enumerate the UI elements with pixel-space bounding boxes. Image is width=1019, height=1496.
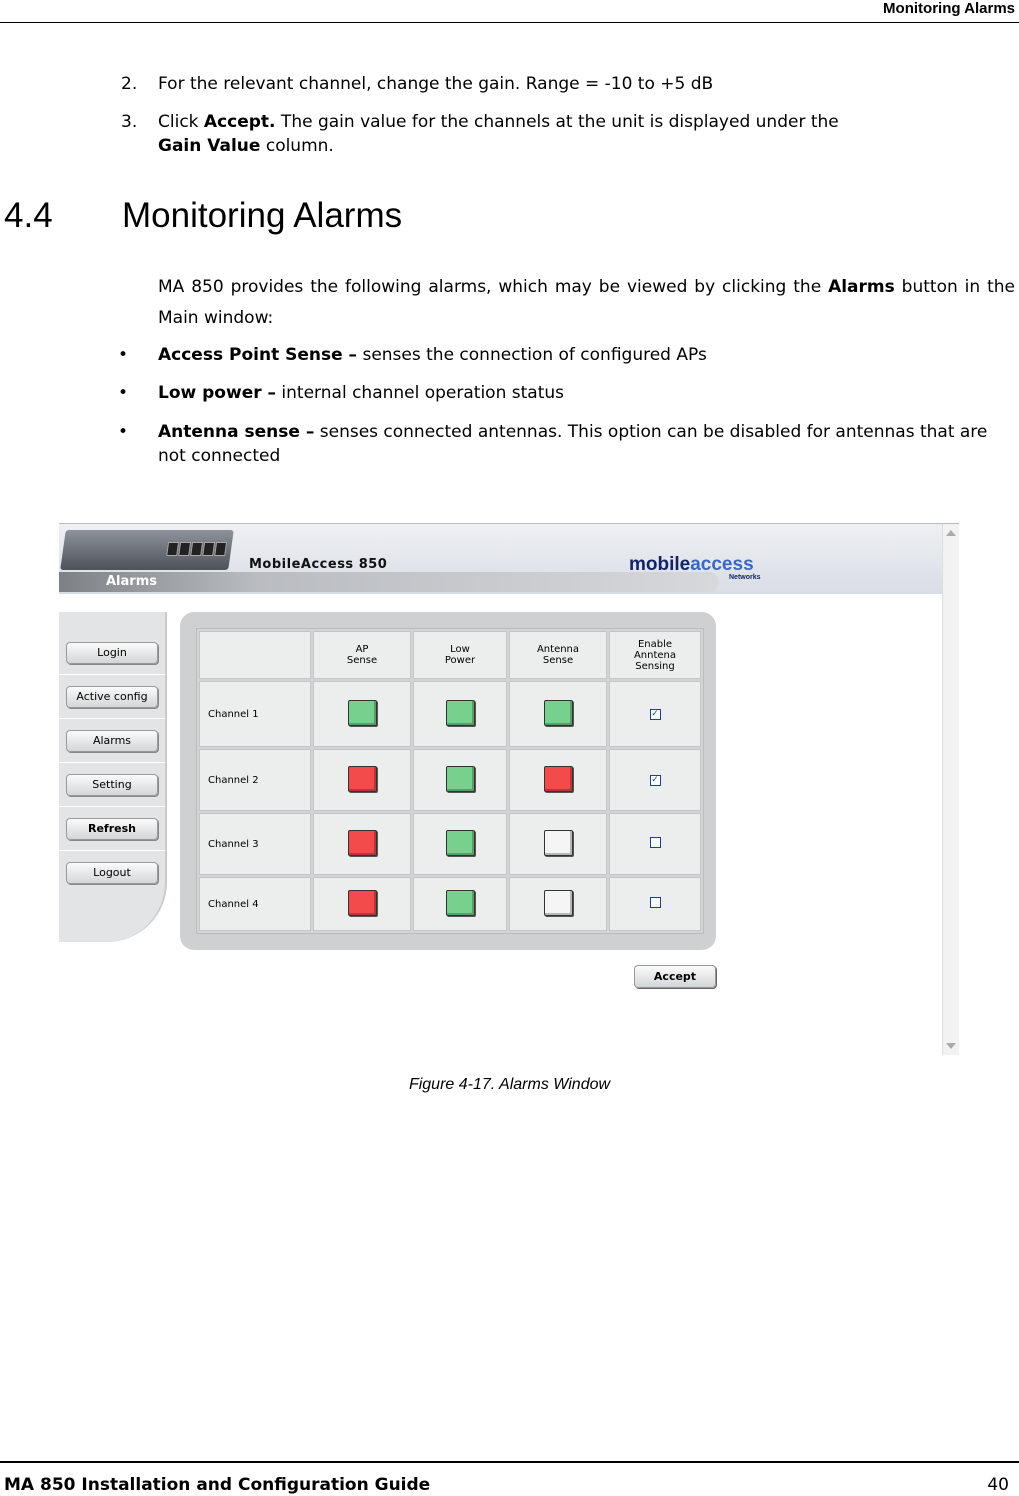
channel-label: Channel 3: [199, 813, 311, 875]
indicator-cell: [509, 681, 607, 747]
ap-status-indicator: [348, 700, 377, 726]
ap-status-indicator: [348, 766, 377, 792]
low-status-indicator: [446, 890, 475, 916]
text-run: MA 850 provides the following alarms, which may be viewed by clicking the: [158, 277, 829, 297]
mobileaccess-logo: [629, 554, 761, 581]
low-status-indicator: [446, 830, 475, 856]
active-config-button[interactable]: Active config: [66, 686, 158, 708]
text-run: The gain value for the channels at the unit is displayed under the: [275, 112, 839, 132]
alarms-button[interactable]: Alarms: [66, 730, 158, 752]
ap-status-indicator: [348, 890, 377, 916]
ant-status-indicator: [544, 830, 573, 856]
column-header-low-power: [413, 631, 507, 679]
checkbox-cell: [609, 813, 701, 875]
intro-paragraph: [158, 272, 1015, 334]
indicator-cell: [413, 877, 507, 931]
product-name: MobileAccess 850: [249, 557, 388, 572]
header-line: Anntena: [633, 649, 677, 661]
column-header-ap-sense: [313, 631, 411, 679]
checkbox-cell: [609, 877, 701, 931]
scroll-up-icon[interactable]: [946, 530, 956, 536]
table-row: [199, 813, 701, 875]
divider: [59, 850, 165, 851]
accept-button[interactable]: Accept: [634, 965, 716, 988]
divider: [59, 674, 165, 675]
channel-label: Channel 4: [199, 877, 311, 931]
footer-title: MA 850 Installation and Configuration Guide: [4, 1475, 431, 1495]
text-run: column.: [260, 136, 334, 156]
divider: [59, 718, 165, 719]
channel-label: Channel 2: [199, 749, 311, 811]
indicator-cell: [313, 749, 411, 811]
table-header-row: [199, 631, 701, 679]
logout-button[interactable]: Logout: [66, 862, 158, 884]
bold-run: Antenna sense –: [158, 422, 315, 442]
header-line: AP: [355, 644, 369, 655]
text-run: internal channel operation status: [276, 383, 565, 403]
step-text: [158, 110, 858, 158]
window-banner: [59, 524, 943, 594]
divider: [59, 806, 165, 807]
page-header: [0, 0, 1019, 23]
vertical-scrollbar[interactable]: [942, 524, 959, 1055]
indicator-cell: [313, 877, 411, 931]
divider: [59, 762, 165, 763]
text-run: senses the connection of configured APs: [357, 345, 707, 365]
sidebar: [59, 612, 167, 942]
logo-text: access: [690, 554, 754, 575]
ap-status-indicator: [348, 830, 377, 856]
table-row: [199, 877, 701, 931]
ant-status-indicator: [544, 766, 573, 792]
bullet-icon: •: [118, 422, 129, 442]
step-text: For the relevant channel, change the gain. Range = -10 to +5 dB: [158, 74, 714, 94]
header-line: Sense: [542, 655, 574, 666]
title-bar: [59, 572, 719, 592]
ant-status-indicator: [544, 890, 573, 916]
table-row: [199, 749, 701, 811]
low-status-indicator: [446, 700, 475, 726]
page-footer: [0, 1461, 1019, 1495]
indicator-cell: [313, 681, 411, 747]
header-line: Sensing: [635, 660, 675, 672]
enable-sensing-checkbox[interactable]: ✓: [651, 775, 659, 785]
step-number: 2.: [121, 74, 138, 94]
checkbox-cell: [609, 681, 701, 747]
text-run: Click: [158, 112, 204, 132]
refresh-button[interactable]: Refresh: [66, 818, 158, 840]
ant-status-indicator: [544, 700, 573, 726]
header-title: Monitoring Alarms: [883, 0, 1015, 17]
table-row: [199, 681, 701, 747]
bullet-icon: •: [118, 383, 129, 403]
bold-run: Access Point Sense –: [158, 345, 358, 365]
bold-run: Accept.: [203, 112, 276, 132]
text-run: senses connected antennas. This option can be disabled for antennas that are not connected: [158, 422, 988, 466]
enable-sensing-checkbox[interactable]: [650, 897, 661, 908]
alarms-panel: [180, 612, 716, 950]
step-number: 3.: [121, 112, 138, 132]
indicator-cell: [313, 813, 411, 875]
page-number: 40: [987, 1475, 1009, 1495]
section-heading: [4, 196, 402, 236]
header-line: Power: [444, 655, 476, 666]
column-header-enable-sensing: [609, 631, 701, 679]
indicator-cell: [413, 681, 507, 747]
device-image: [60, 530, 234, 570]
header-line: Low: [450, 644, 470, 655]
indicator-cell: [509, 877, 607, 931]
column-header-antenna-sense: [509, 631, 607, 679]
indicator-cell: [509, 749, 607, 811]
text-run: button in the Main window:: [158, 277, 1015, 328]
bullet-icon: •: [118, 345, 129, 365]
section-title: Monitoring Alarms: [122, 196, 403, 235]
header-cell: [199, 631, 311, 679]
scroll-down-icon[interactable]: [946, 1043, 956, 1049]
enable-sensing-checkbox[interactable]: [650, 837, 661, 848]
checkbox-cell: [609, 749, 701, 811]
window-title: Alarms: [106, 574, 157, 589]
indicator-cell: [413, 749, 507, 811]
setting-button[interactable]: Setting: [66, 774, 158, 796]
header-line: Enable: [637, 638, 673, 650]
indicator-cell: [509, 813, 607, 875]
enable-sensing-checkbox[interactable]: ✓: [651, 709, 659, 719]
section-number: 4.4: [4, 196, 53, 235]
header-line: Antenna: [536, 644, 580, 655]
bold-run: Gain Value: [158, 136, 261, 156]
bold-run: Low power –: [158, 383, 277, 403]
logo-text: mobile: [629, 554, 691, 575]
alarms-window-screenshot: [59, 523, 959, 1055]
channel-label: Channel 1: [199, 681, 311, 747]
bold-run: Alarms: [828, 277, 895, 297]
header-line: Sense: [346, 655, 378, 666]
low-status-indicator: [446, 766, 475, 792]
logo-subtext: Networks: [729, 574, 761, 581]
indicator-cell: [413, 813, 507, 875]
figure-caption: Figure 4-17. Alarms Window: [408, 1076, 611, 1093]
alarms-table: [196, 628, 704, 934]
login-button[interactable]: Login: [66, 642, 158, 664]
